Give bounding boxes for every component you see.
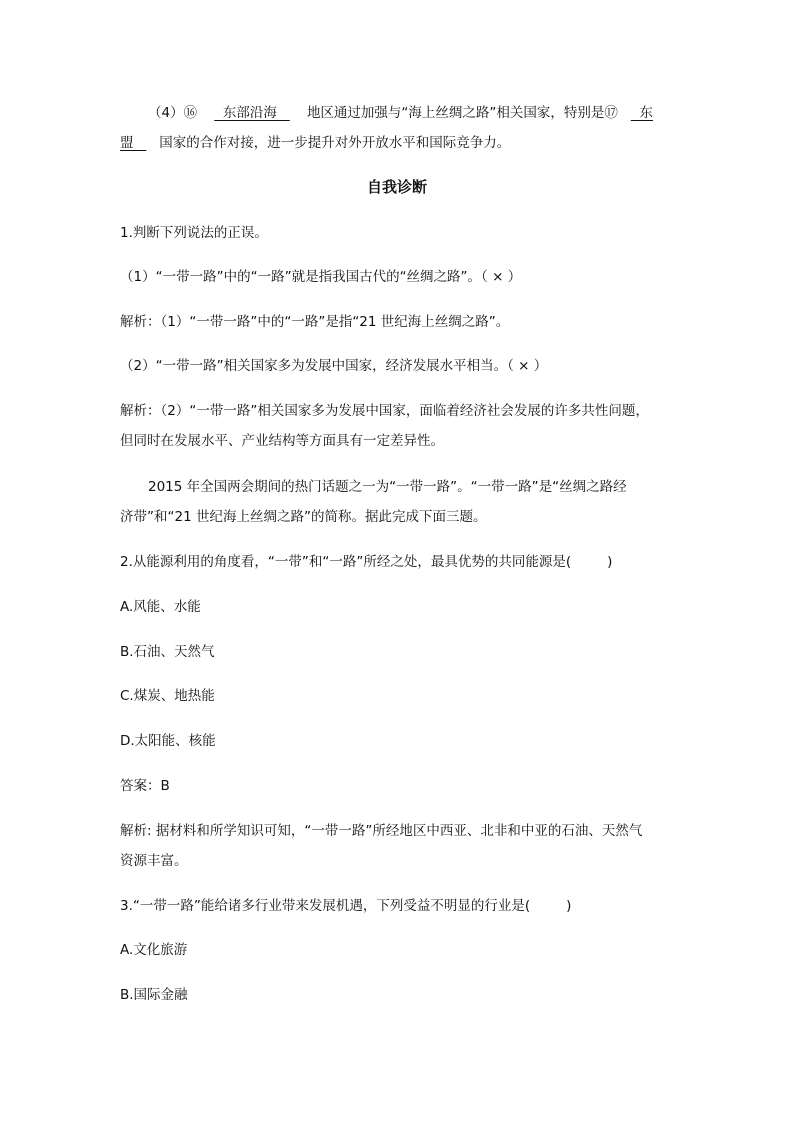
q2-option-d: D.太阳能、核能	[120, 733, 216, 749]
para-4-prefix: （4）⑯	[148, 105, 198, 121]
q1-stem: 1.判断下列说法的正误。	[120, 225, 268, 241]
q2-option-c: C.煤炭、地热能	[120, 688, 215, 704]
q2-analysis-line-2: 资源丰富。	[120, 853, 188, 869]
material-line-1: 2015 年全国两会期间的热门话题之一为“一带一路”。“一带一路”是“丝绸之路经	[148, 479, 627, 495]
blank-17-answer-part1: 东	[639, 105, 653, 121]
q1-analysis-2-line-2: 但同时在发展水平、产业结构等方面具有一定差异性。	[120, 433, 444, 449]
q2-stem: 2.从能源利用的角度看，“一带”和“一路”所经之处，最具优势的共同能源是( )	[120, 554, 613, 570]
para-4-middle: 地区通过加强与“海上丝绸之路”相关国家，特别是⑰	[306, 105, 618, 121]
q3-option-b: B.国际金融	[120, 987, 188, 1003]
q2-option-b: B.石油、天然气	[120, 644, 215, 660]
q1-item-2: （2）“一带一路”相关国家多为发展中国家，经济发展水平相当。（ × ）	[120, 358, 548, 374]
q1-item-1: （1）“一带一路”中的“一路”就是指我国古代的“丝绸之路”。（ × ）	[120, 269, 522, 285]
q1-analysis-1: 解析：（1）“一带一路”中的“一路”是指“21 世纪海上丝绸之路”。	[120, 314, 510, 330]
blank-17-answer-part2: 盟	[120, 135, 134, 151]
q2-option-a: A.风能、水能	[120, 599, 201, 615]
q2-analysis-line-1: 解析: 据材料和所学知识可知，“一带一路”所经地区中西亚、北非和中亚的石油、天然气	[120, 823, 643, 839]
para-4-line-1	[148, 104, 653, 122]
blank-16-answer: 东部沿海	[222, 105, 277, 121]
section-title: 自我诊断	[366, 178, 427, 196]
para-4-suffix: 国家的合作对接，进一步提升对外开放水平和国际竞争力。	[159, 135, 511, 151]
material-line-2: 济带”和“21 世纪海上丝绸之路”的简称。据此完成下面三题。	[120, 509, 487, 525]
para-4-line-2	[120, 134, 510, 152]
q2-answer: 答案：B	[120, 778, 170, 794]
q3-option-a: A.文化旅游	[120, 942, 188, 958]
q3-stem: 3.“一带一路”能给诸多行业带来发展机遇，下列受益不明显的行业是( )	[120, 898, 572, 914]
q1-analysis-2-line-1: 解析：（2）“一带一路”相关国家多为发展中国家，面临着经济社会发展的许多共性问题，	[120, 403, 649, 419]
